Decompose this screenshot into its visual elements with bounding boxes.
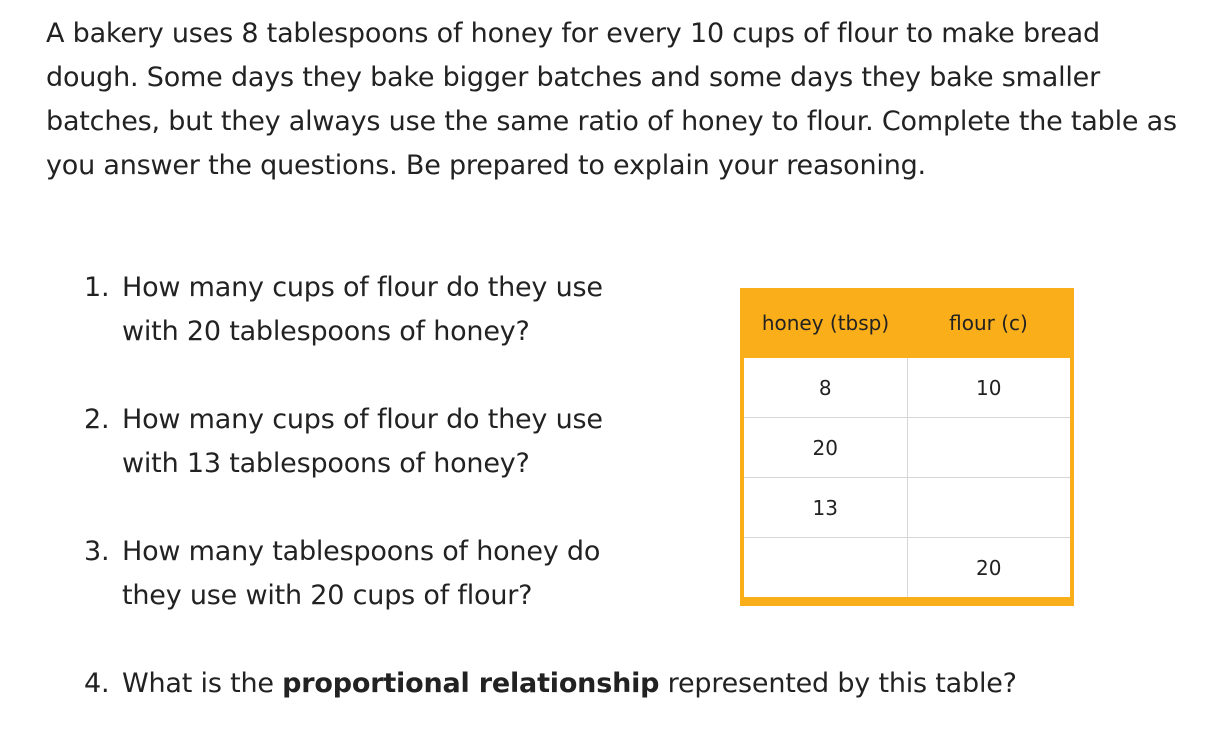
cell-honey: 13 <box>744 478 907 538</box>
table-row <box>744 358 1070 418</box>
problem-intro: A bakery uses 8 tablespoons of honey for every 10 cups of flour to make bread dough. Some days they bake bigger batches and some days they bake smaller batches, but they always use the same ratio of honey to flour. Complete the table as you answer the questions. Be prepared to explain your reasoning. <box>46 18 1177 181</box>
question-1 <box>84 266 684 354</box>
question-text-line1: How many cups of flour do they use <box>122 404 603 435</box>
question-text-line2: they use with 20 cups of flour? <box>122 580 533 611</box>
question-number: 2. <box>84 404 110 435</box>
cell-honey: 8 <box>744 358 907 418</box>
cell-flour: 10 <box>907 358 1070 418</box>
table-row <box>744 478 1070 538</box>
table-row <box>744 538 1070 598</box>
cell-honey[interactable] <box>744 538 907 598</box>
cell-flour[interactable] <box>907 418 1070 478</box>
question-number: 3. <box>84 536 110 567</box>
question-number: 1. <box>84 272 110 303</box>
header-honey: honey (tbsp) <box>744 288 907 358</box>
question-text-before: What is the <box>122 668 283 699</box>
question-2 <box>84 398 684 486</box>
question-4 <box>84 662 1184 706</box>
cell-flour: 20 <box>907 538 1070 598</box>
question-3 <box>84 530 684 618</box>
question-number: 4. <box>84 668 110 699</box>
table-header-row <box>744 288 1070 358</box>
question-text-line1: How many tablespoons of honey do <box>122 536 601 567</box>
question-text-line2: with 20 tablespoons of honey? <box>122 316 530 347</box>
question-text-line1: How many cups of flour do they use <box>122 272 603 303</box>
question-text-after: represented by this table? <box>659 668 1017 699</box>
header-flour: flour (c) <box>907 288 1070 358</box>
cell-flour[interactable] <box>907 478 1070 538</box>
ratio-table <box>744 288 1070 597</box>
table-row <box>744 418 1070 478</box>
ratio-table-frame <box>740 288 1074 606</box>
cell-honey: 20 <box>744 418 907 478</box>
question-text-line2: with 13 tablespoons of honey? <box>122 448 530 479</box>
question-text-bold: proportional relationship <box>282 668 660 699</box>
